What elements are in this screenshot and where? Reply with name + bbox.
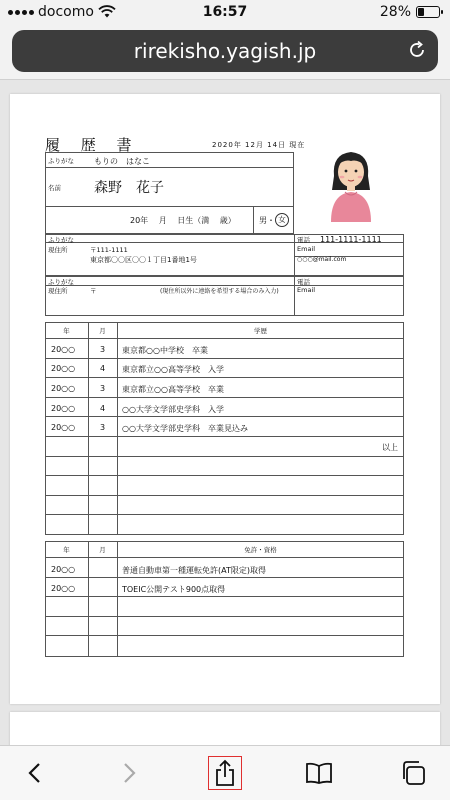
history-month: 4 bbox=[99, 364, 106, 373]
forward-button[interactable] bbox=[112, 756, 146, 790]
sex-male: 男・ bbox=[259, 216, 275, 225]
phone-label: 電話 bbox=[297, 236, 310, 244]
contact-furigana-label: ふりがな bbox=[48, 278, 74, 286]
sex-female-circled: 女 bbox=[275, 213, 289, 227]
history-year: 20○○ bbox=[51, 345, 76, 354]
birth-line: 20年 月 日生（満 歳） bbox=[130, 216, 236, 225]
history-row-line bbox=[45, 358, 404, 359]
history-year: 20○○ bbox=[51, 404, 76, 413]
license-text: 普通自動車第一種運転免許(AT限定)取得 bbox=[122, 566, 266, 575]
resume-title: 履 歴 書 bbox=[45, 136, 140, 154]
name-furigana-label: ふりがな bbox=[48, 157, 74, 165]
license-header-month: 月 bbox=[99, 546, 106, 554]
history-text: 東京都○○中学校 卒業 bbox=[122, 346, 208, 355]
tabs-icon bbox=[399, 759, 427, 787]
share-icon bbox=[213, 759, 237, 787]
battery-group bbox=[380, 4, 440, 20]
history-row-line bbox=[45, 436, 404, 437]
bookmarks-button[interactable] bbox=[302, 756, 336, 790]
contact-phone-label: 電話 bbox=[297, 278, 310, 286]
contact-postal: 〒 bbox=[90, 287, 97, 295]
phone-value: 111-1111-1111 bbox=[320, 235, 382, 244]
history-row-line bbox=[45, 456, 404, 457]
book-icon bbox=[305, 761, 333, 785]
history-year: 20○○ bbox=[51, 364, 76, 373]
history-month: 3 bbox=[99, 345, 106, 354]
contact-note: (現住所以外に連絡を希望する場合のみ入力) bbox=[160, 288, 279, 295]
name-furigana-value: もりの はなこ bbox=[94, 157, 150, 166]
history-row-line bbox=[45, 377, 404, 378]
contact-email-label: Email bbox=[297, 286, 316, 294]
history-year: 20○○ bbox=[51, 384, 76, 393]
history-row-line bbox=[45, 514, 404, 515]
history-text: 東京都立○○高等学校 卒業 bbox=[122, 385, 224, 394]
history-header-month: 月 bbox=[99, 327, 106, 335]
license-year: 20○○ bbox=[51, 584, 76, 593]
address-postal: 〒111-1111 bbox=[90, 246, 128, 254]
history-text: ○○大学文学部史学科 入学 bbox=[122, 405, 224, 414]
email-label: Email bbox=[297, 245, 316, 253]
license-text: TOEIC公開テスト900点取得 bbox=[122, 585, 226, 594]
address-value: 東京都〇〇区〇〇１丁目1番地1号 bbox=[90, 256, 197, 264]
status-bar bbox=[0, 0, 450, 24]
battery-icon bbox=[416, 6, 440, 18]
history-text: 東京都立○○高等学校 入学 bbox=[122, 365, 224, 374]
name-value: 森野 花子 bbox=[94, 180, 164, 196]
name-label: 名前 bbox=[48, 184, 61, 192]
history-row-line bbox=[45, 495, 404, 496]
next-page bbox=[10, 712, 440, 745]
history-month: 4 bbox=[99, 404, 106, 413]
url-text[interactable]: rirekisho.yagish.jp bbox=[133, 39, 317, 63]
tabs-button[interactable] bbox=[396, 756, 430, 790]
back-chevron-icon bbox=[25, 761, 45, 785]
history-closing: 以上 bbox=[382, 443, 398, 452]
license-row-line bbox=[45, 577, 404, 578]
contact-block bbox=[45, 276, 404, 316]
history-row-line bbox=[45, 416, 404, 417]
license-year: 20○○ bbox=[51, 565, 76, 574]
contact-label: 現住所 bbox=[48, 287, 68, 295]
history-header-content: 学歴 bbox=[254, 327, 267, 335]
clock: 16:57 bbox=[202, 4, 248, 20]
license-header-year: 年 bbox=[63, 546, 70, 554]
browser-toolbar bbox=[0, 745, 450, 800]
forward-chevron-icon bbox=[119, 761, 139, 785]
address-bar[interactable] bbox=[12, 30, 438, 72]
history-row-line bbox=[45, 338, 404, 339]
web-content[interactable] bbox=[0, 80, 450, 745]
history-month: 3 bbox=[99, 384, 106, 393]
battery-percent: 28% bbox=[379, 4, 411, 20]
browser-header bbox=[0, 24, 450, 80]
portrait-illustration bbox=[328, 146, 374, 222]
share-button[interactable] bbox=[208, 756, 242, 790]
history-row-line bbox=[45, 475, 404, 476]
license-row-line bbox=[45, 616, 404, 617]
resume-date: 2020年 12月 14日 現在 bbox=[212, 141, 306, 149]
history-row-line bbox=[45, 397, 404, 398]
license-row-line bbox=[45, 557, 404, 558]
license-row-line bbox=[45, 635, 404, 636]
address-label: 現住所 bbox=[48, 246, 68, 254]
reload-icon[interactable] bbox=[406, 39, 428, 61]
email-value: ○○○@mail.com bbox=[297, 256, 347, 263]
history-year: 20○○ bbox=[51, 423, 76, 432]
history-header-year: 年 bbox=[63, 327, 70, 335]
resume-page bbox=[10, 94, 440, 704]
license-row-line bbox=[45, 596, 404, 597]
address-furigana-label: ふりがな bbox=[48, 236, 74, 244]
back-button[interactable] bbox=[18, 756, 52, 790]
history-text: ○○大学文学部史学科 卒業見込み bbox=[122, 424, 248, 433]
history-month: 3 bbox=[99, 423, 106, 432]
carrier-name: docomo bbox=[38, 4, 94, 20]
license-header-content: 免許・資格 bbox=[244, 546, 277, 554]
license-table bbox=[45, 541, 404, 657]
